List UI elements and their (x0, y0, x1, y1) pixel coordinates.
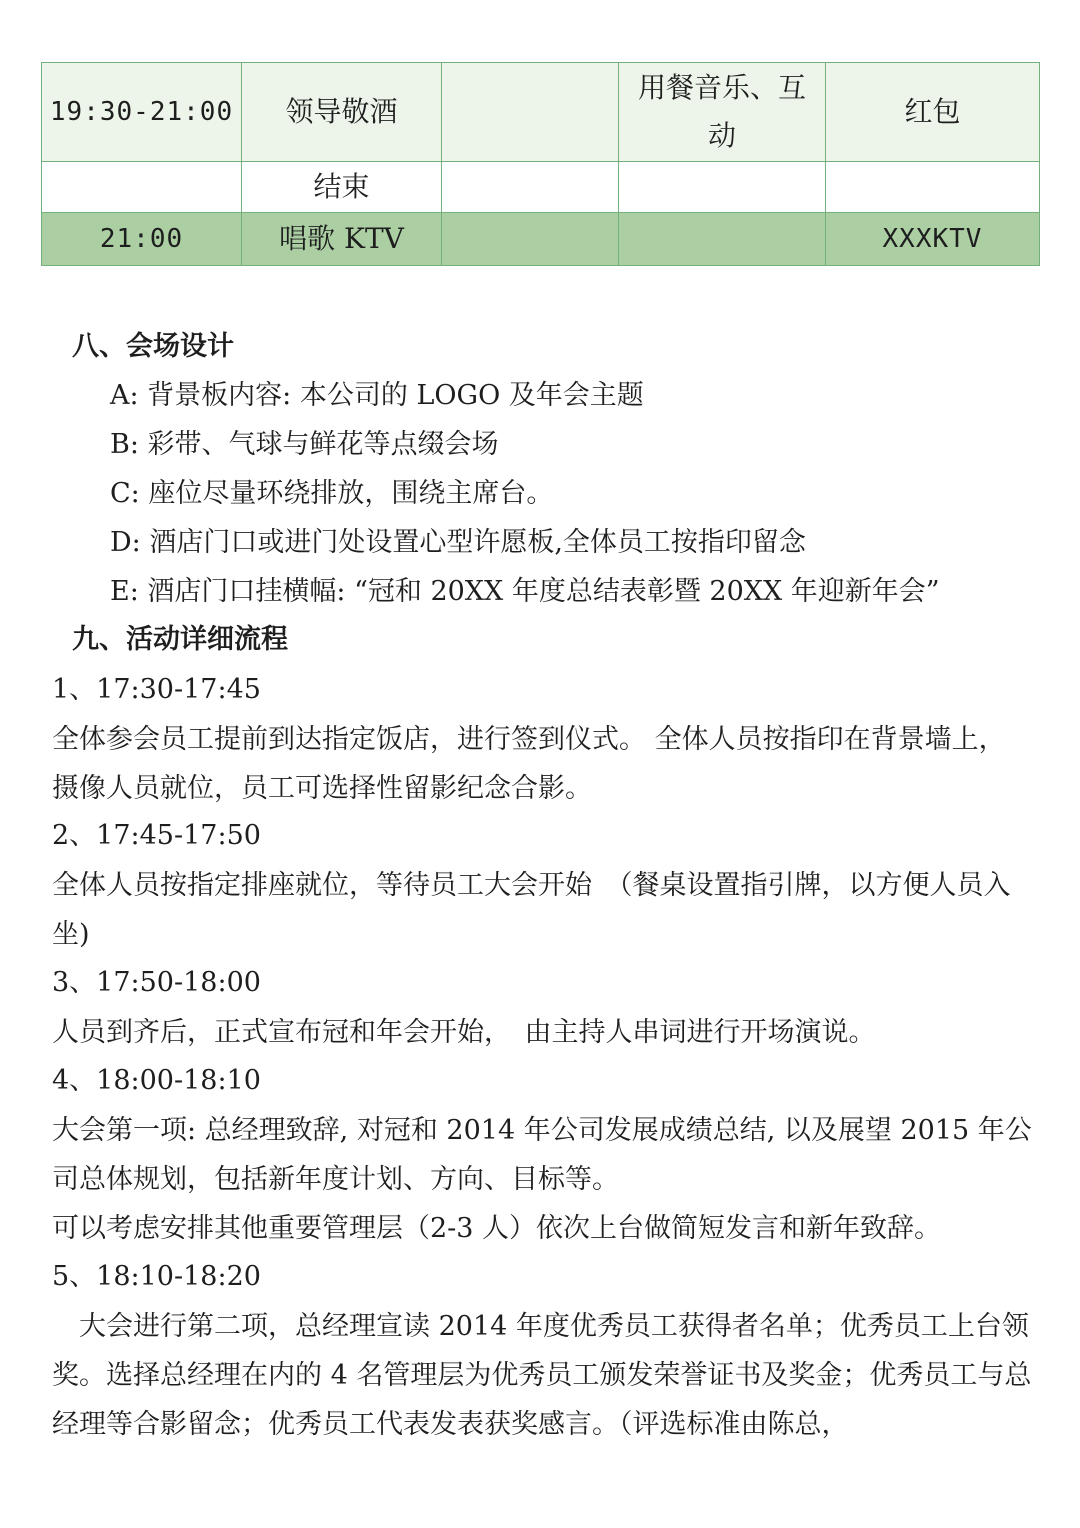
step-time: 3、17:50-18:00 (52, 967, 261, 998)
cell-note: 红包 (826, 63, 1040, 162)
section-heading: 八、会场设计 (72, 331, 234, 362)
cell-music (619, 63, 826, 162)
cell-empty (442, 162, 619, 213)
cell-note: XXXKTV (826, 213, 1040, 266)
cell-item: 领导敬酒 (242, 63, 442, 162)
cell-empty (442, 63, 619, 162)
step-time: 4、18:00-18:10 (52, 1065, 261, 1096)
step-text: 大会第一项: 总经理致辞, 对冠和 2014 年公司发展成绩总结, 以及展望 2015 年公司总体规划，包括新年度计划、方向、目标等。 (52, 1115, 1032, 1195)
table-row (42, 162, 1040, 213)
step-text: 全体人员按指定排座就位，等待员工大会开始 （餐桌设置指引牌，以方便人员入坐) (52, 870, 1011, 950)
step-text: 全体参会员工提前到达指定饭店，进行签到仪式。 全体人员按指印在背景墙上，摄像人员就位，员工可选择性留影纪念合影。 (52, 724, 1006, 804)
section-heading: 九、活动详细流程 (72, 624, 288, 655)
step-time: 5、18:10-18:20 (52, 1261, 261, 1292)
list-item: C: 座位尽量环绕排放，围绕主席台。 (110, 478, 554, 509)
table-row (42, 63, 1040, 162)
cell-note (826, 162, 1040, 213)
cell-music-line: 用餐音乐、互 (637, 71, 806, 104)
step-time: 1、17:30-17:45 (52, 674, 261, 705)
schedule-table (41, 62, 1040, 266)
step-time: 2、17:45-17:50 (52, 820, 261, 851)
cell-empty (442, 213, 619, 266)
step-text: 可以考虑安排其他重要管理层（2-3 人）依次上台做简短发言和新年致辞。 (52, 1213, 942, 1244)
cell-time: 19:30-21:00 (42, 63, 242, 162)
list-item: B: 彩带、气球与鲜花等点缀会场 (110, 429, 499, 460)
cell-music (619, 162, 826, 213)
cell-time (42, 162, 242, 213)
cell-time: 21:00 (42, 213, 242, 266)
list-item: E: 酒店门口挂横幅: “冠和 20XX 年度总结表彰暨 20XX 年迎新年会” (110, 576, 940, 607)
list-item: D: 酒店门口或进门处设置心型许愿板,全体员工按指印留念 (110, 527, 806, 558)
cell-item: 唱歌 KTV (242, 213, 442, 266)
table-row (42, 213, 1040, 266)
list-item: A: 背景板内容: 本公司的 LOGO 及年会主题 (110, 380, 644, 411)
step-text: 大会进行第二项，总经理宣读 2014 年度优秀员工获得者名单；优秀员工上台领奖。选择总经理在内的 4 名管理层为优秀员工颁发荣誉证书及奖金；优秀员工与总经理等合影留念；优秀员工代表发表获奖感言。（评选标准由陈总， (52, 1311, 1032, 1440)
cell-music-line: 动 (707, 119, 736, 152)
cell-music (619, 213, 826, 266)
cell-item: 结束 (242, 162, 442, 213)
step-text: 人员到齐后，正式宣布冠和年会开始， 由主持人串词进行开场演说。 (52, 1017, 876, 1048)
